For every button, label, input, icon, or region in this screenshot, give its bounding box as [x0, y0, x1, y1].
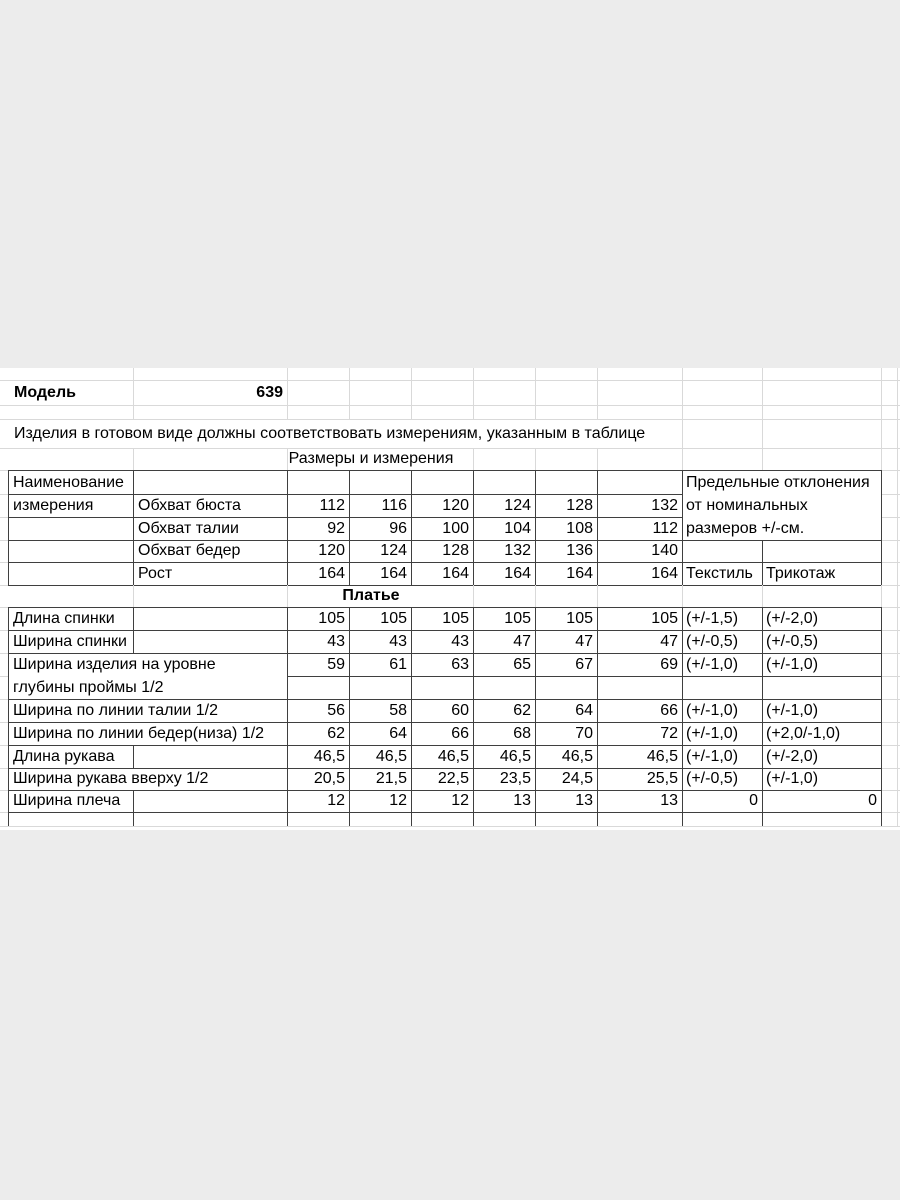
gridline-margin: [0, 676, 8, 677]
measure-value-cell[interactable]: 20,5: [313, 770, 345, 787]
table-border-col: [133, 745, 134, 768]
measure-row-label[interactable]: Ширина по линии бедер(низа) 1/2: [13, 724, 265, 742]
measure-value-cell[interactable]: 43: [451, 632, 469, 650]
size-value-cell[interactable]: 104: [504, 519, 531, 537]
model-value-cell[interactable]: 639: [256, 383, 283, 401]
table-border-col: [762, 540, 763, 585]
gridline-margin: [0, 585, 8, 586]
size-value-cell[interactable]: 120: [318, 542, 345, 559]
tolerance-textile-cell[interactable]: (+/-1,0): [686, 655, 739, 673]
gridline-col: [762, 368, 763, 470]
measure-value-cell[interactable]: 24,5: [561, 770, 593, 787]
table-border-row: [8, 470, 881, 471]
note-cell[interactable]: Изделия в готовом виде должны соответствовать измерениям, указанным в таблице: [14, 424, 646, 442]
gridline-margin: [0, 768, 8, 769]
gridline-col: [133, 448, 134, 470]
gridline-row: [0, 826, 900, 827]
tolerance-knit-cell[interactable]: 0: [868, 792, 877, 809]
knit-header-cell[interactable]: Трикотаж: [766, 564, 836, 582]
size-value-cell[interactable]: 112: [319, 496, 345, 514]
measure-value-cell[interactable]: 70: [575, 724, 593, 742]
measure-value-cell[interactable]: 105: [318, 609, 345, 627]
gridline-margin: [0, 607, 8, 608]
measure-value-cell[interactable]: 61: [389, 655, 407, 673]
size-row-label[interactable]: Обхват талии: [138, 519, 239, 537]
tolerance-knit-cell[interactable]: (+/-1,0): [766, 701, 819, 719]
gridline-col: [535, 448, 536, 470]
gridline-row: [0, 405, 900, 406]
gridline-margin: [0, 653, 8, 654]
measure-row-label[interactable]: Ширина изделия на уровне: [13, 655, 216, 673]
size-value-cell[interactable]: 128: [442, 542, 469, 559]
measure-value-cell[interactable]: 105: [504, 609, 531, 627]
tolerance-knit-cell[interactable]: (+/-2,0): [766, 747, 819, 765]
measure-row-label[interactable]: Ширина плеча: [13, 792, 121, 809]
gridline-col: [287, 585, 288, 607]
measure-value-cell[interactable]: 13: [575, 792, 593, 809]
tolerance-knit-cell[interactable]: (+2,0/-1,0): [766, 724, 841, 742]
measure-value-cell[interactable]: 56: [327, 701, 345, 719]
measure-value-cell[interactable]: 12: [451, 792, 469, 809]
table-border-col: [8, 470, 9, 585]
size-value-cell[interactable]: 124: [504, 496, 531, 514]
tolerance-textile-cell[interactable]: (+/-0,5): [686, 770, 739, 787]
tolerance-textile-cell[interactable]: (+/-1,5): [686, 609, 739, 627]
measure-value-cell[interactable]: 105: [566, 609, 593, 627]
section-title-cell[interactable]: Платье: [342, 587, 400, 604]
gridline-col: [762, 585, 763, 607]
gridline-margin: [0, 562, 8, 563]
tolerance-header-line1[interactable]: Предельные отклонения: [686, 473, 870, 491]
table-border-col: [133, 607, 134, 653]
table-border-col: [133, 790, 134, 826]
measure-value-cell[interactable]: 25,5: [646, 770, 678, 787]
gridline-margin: [0, 745, 8, 746]
measure-value-cell[interactable]: 59: [327, 655, 345, 673]
gridline-col: [881, 585, 882, 607]
gridline-col: [597, 368, 598, 419]
gridline-col: [682, 585, 683, 607]
gridline-col: [881, 368, 882, 470]
size-value-cell[interactable]: 164: [651, 564, 678, 582]
model-label-cell[interactable]: Модель: [14, 383, 76, 401]
measure-row-label[interactable]: Длина спинки: [13, 609, 115, 627]
size-value-cell[interactable]: 96: [389, 519, 407, 537]
measure-value-cell[interactable]: 13: [660, 792, 678, 809]
size-row-label[interactable]: Обхват бедер: [138, 542, 241, 559]
textile-header-cell[interactable]: Текстиль: [686, 564, 753, 582]
measure-value-cell[interactable]: 46,5: [375, 747, 407, 765]
size-value-cell[interactable]: 124: [380, 542, 407, 559]
size-value-cell[interactable]: 136: [566, 542, 593, 559]
table-border-col: [881, 470, 882, 585]
gridline-margin: [0, 470, 8, 471]
measure-value-cell[interactable]: 22,5: [437, 770, 469, 787]
size-value-cell[interactable]: 132: [504, 542, 531, 559]
measure-value-cell[interactable]: 62: [327, 724, 345, 742]
measure-value-cell[interactable]: 58: [389, 701, 407, 719]
gridline-col: [133, 368, 134, 419]
size-value-cell[interactable]: 128: [566, 496, 593, 514]
table-border-row: [8, 585, 881, 586]
size-value-cell[interactable]: 120: [442, 496, 469, 514]
size-value-cell[interactable]: 140: [651, 542, 678, 559]
tolerance-knit-cell[interactable]: (+/-0,5): [766, 632, 819, 650]
gridline-col: [535, 585, 536, 607]
size-value-cell[interactable]: 164: [566, 564, 593, 582]
size-value-cell[interactable]: 164: [504, 564, 531, 582]
tolerance-textile-cell[interactable]: 0: [749, 792, 758, 809]
table-border-col: [881, 607, 882, 826]
table-border-row: [287, 676, 881, 677]
table-border-row: [8, 812, 881, 813]
tolerance-knit-cell[interactable]: (+/-2,0): [766, 609, 819, 627]
tolerance-textile-cell[interactable]: (+/-0,5): [686, 632, 739, 650]
measure-value-cell[interactable]: 105: [442, 609, 469, 627]
size-value-cell[interactable]: 164: [318, 564, 345, 582]
measure-row-label[interactable]: Длина рукава: [13, 747, 115, 765]
tolerance-knit-cell[interactable]: (+/-1,0): [766, 770, 819, 787]
measure-value-cell[interactable]: 43: [327, 632, 345, 650]
measure-value-cell[interactable]: 62: [513, 701, 531, 719]
measure-row-label-cont[interactable]: глубины проймы 1/2: [13, 678, 164, 696]
measure-value-cell[interactable]: 23,5: [499, 770, 531, 787]
gridline-col: [349, 368, 350, 419]
tolerance-textile-cell[interactable]: (+/-1,0): [686, 747, 739, 765]
gridline-margin: [0, 540, 8, 541]
measure-value-cell[interactable]: 105: [651, 609, 678, 627]
measure-value-cell[interactable]: 46,5: [313, 747, 345, 765]
measure-row-label[interactable]: Ширина по линии талии 1/2: [13, 701, 218, 719]
measure-value-cell[interactable]: 46,5: [646, 747, 678, 765]
size-row-label[interactable]: Рост: [138, 564, 173, 582]
measure-value-cell[interactable]: 67: [575, 655, 593, 673]
size-value-cell[interactable]: 164: [380, 564, 407, 582]
gridline-margin: [0, 630, 8, 631]
size-value-cell[interactable]: 132: [651, 496, 678, 514]
size-value-cell[interactable]: 100: [442, 519, 469, 537]
tolerance-header-line3[interactable]: размеров +/-см.: [686, 519, 805, 537]
gridline-row: [0, 380, 900, 381]
measure-value-cell[interactable]: 12: [389, 792, 407, 809]
measure-value-cell[interactable]: 46,5: [437, 747, 469, 765]
gridline-col: [597, 448, 598, 470]
gridline-col: [535, 368, 536, 419]
header-name-line1[interactable]: Наименование: [13, 473, 124, 491]
size-value-cell[interactable]: 116: [381, 496, 407, 514]
size-value-cell[interactable]: 92: [327, 519, 345, 537]
table-border-col: [8, 607, 9, 826]
gridline-row: [0, 419, 900, 420]
measure-value-cell[interactable]: 46,5: [561, 747, 593, 765]
measure-row-label[interactable]: Ширина спинки: [13, 632, 127, 650]
gridline-col: [473, 585, 474, 607]
gridline-margin: [0, 699, 8, 700]
gridline-col: [897, 368, 898, 826]
measure-value-cell[interactable]: 66: [660, 701, 678, 719]
measure-row-label[interactable]: Ширина рукава вверху 1/2: [13, 770, 209, 787]
gridline-margin: [0, 812, 8, 813]
measure-value-cell[interactable]: 21,5: [375, 770, 407, 787]
gridline-col: [133, 585, 134, 607]
tolerance-knit-cell[interactable]: (+/-1,0): [766, 655, 819, 673]
gridline-col: [597, 585, 598, 607]
measure-value-cell[interactable]: 64: [389, 724, 407, 742]
measure-value-cell[interactable]: 69: [660, 655, 678, 673]
measure-value-cell[interactable]: 47: [575, 632, 593, 650]
measure-value-cell[interactable]: 43: [389, 632, 407, 650]
size-value-cell[interactable]: 164: [442, 564, 469, 582]
measure-value-cell[interactable]: 65: [513, 655, 531, 673]
measure-value-cell[interactable]: 68: [513, 724, 531, 742]
gridline-col: [411, 368, 412, 419]
table-border-col: [133, 471, 134, 585]
tolerance-header-line2[interactable]: от номинальных: [686, 496, 808, 514]
size-value-cell[interactable]: 112: [652, 519, 678, 537]
gridline-col: [473, 368, 474, 419]
measure-value-cell[interactable]: 47: [660, 632, 678, 650]
measure-value-cell[interactable]: 12: [327, 792, 345, 809]
size-value-cell[interactable]: 108: [566, 519, 593, 537]
gridline-margin: [0, 517, 8, 518]
gridline-col: [287, 448, 288, 470]
table-title-cell[interactable]: Размеры и измерения: [288, 450, 454, 467]
tolerance-textile-cell[interactable]: (+/-1,0): [686, 724, 739, 742]
measure-value-cell[interactable]: 63: [451, 655, 469, 673]
sheet-area: [0, 368, 900, 830]
measure-value-cell[interactable]: 13: [513, 792, 531, 809]
gridline-margin: [0, 722, 8, 723]
gridline-col: [473, 448, 474, 470]
measure-value-cell[interactable]: 66: [451, 724, 469, 742]
size-row-label[interactable]: Обхват бюста: [138, 496, 241, 514]
measure-value-cell[interactable]: 47: [513, 632, 531, 650]
gridline-margin: [0, 494, 8, 495]
gridline-margin: [0, 790, 8, 791]
gridline-col: [287, 368, 288, 419]
gridline-row: [0, 448, 900, 449]
tolerance-textile-cell[interactable]: (+/-1,0): [686, 701, 739, 719]
measure-value-cell[interactable]: 64: [575, 701, 593, 719]
header-name-line2[interactable]: измерения: [13, 496, 94, 514]
measure-value-cell[interactable]: 60: [451, 701, 469, 719]
measure-value-cell[interactable]: 105: [380, 609, 407, 627]
table-border-col: [682, 471, 683, 585]
measure-value-cell[interactable]: 46,5: [499, 747, 531, 765]
measure-value-cell[interactable]: 72: [660, 724, 678, 742]
gridline-col: [682, 368, 683, 470]
